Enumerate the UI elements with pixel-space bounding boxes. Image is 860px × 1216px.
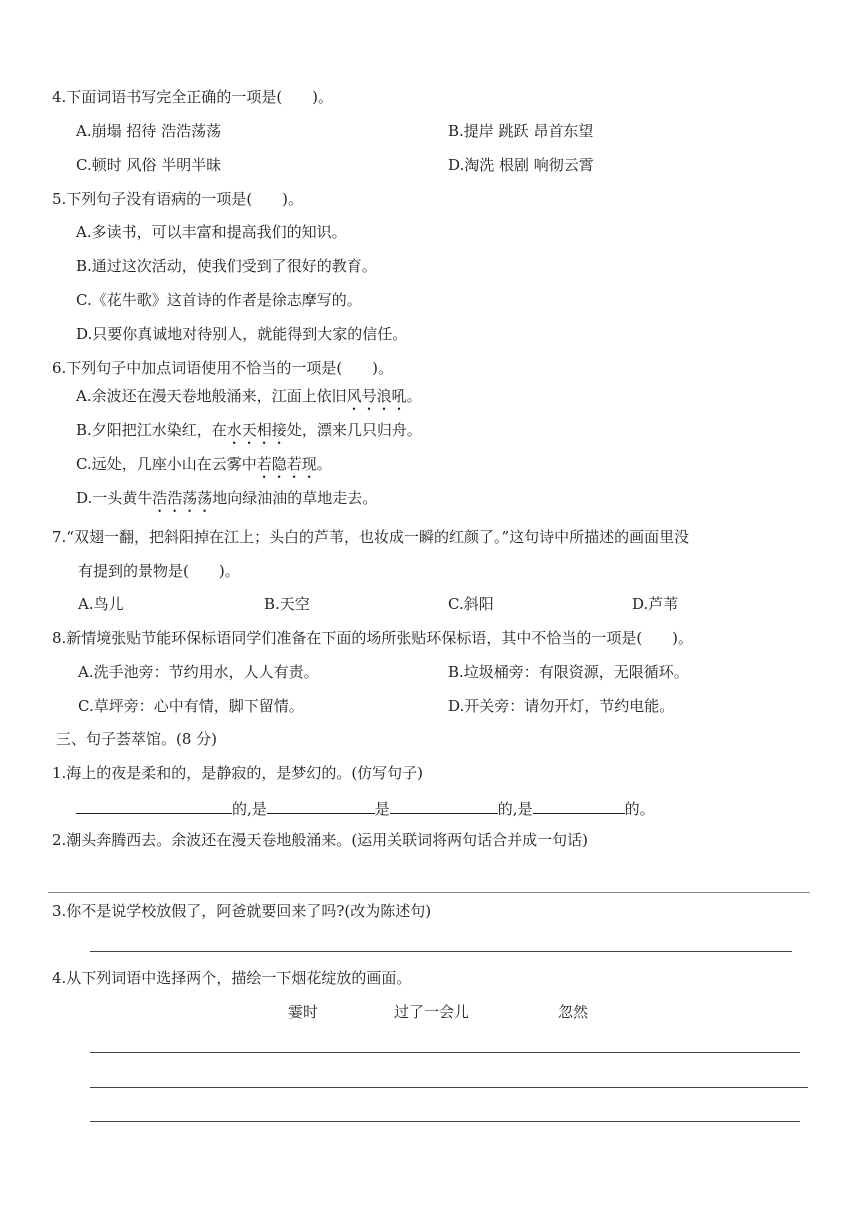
s3-q2-stem: 2.潮头奔腾西去。余波还在漫天卷地般涌来。(运用关联词将两句话合并成一句话)	[52, 831, 589, 849]
word-option-1: 霎时	[288, 1003, 319, 1021]
answer-line-q3[interactable]	[90, 951, 792, 952]
q8-option-a: A.洗手池旁：节约用水，人人有责。	[78, 663, 319, 681]
s3-q3-stem: 3.你不是说学校放假了，阿爸就要回来了吗?(改为陈述句)	[52, 902, 432, 920]
q6-a-dotted-word: 风号浪吼	[346, 387, 407, 405]
answer-line-q2[interactable]	[48, 892, 810, 893]
q6-d-dotted-word: 浩浩荡荡	[152, 489, 213, 507]
q5-option-d: D.只要你真诚地对待别人，就能得到大家的信任。	[76, 325, 408, 343]
q6-a-text: A.余波还在漫天卷地般涌来，江面上依旧	[76, 387, 347, 405]
q8-option-c: C.草坪旁：心中有情，脚下留情。	[78, 697, 304, 715]
q7-option-b: B.天空	[264, 595, 310, 613]
fill-blank-4[interactable]	[533, 797, 625, 814]
q5-stem: 5.下列句子没有语病的一项是( )。	[52, 190, 304, 208]
q4-option-a: A.崩塌 招待 浩浩荡荡	[76, 122, 222, 140]
fill-text-3: 的,是	[497, 800, 533, 818]
q4-option-b: B.提岸 跳跃 昂首东望	[448, 122, 594, 140]
q5-option-a: A.多读书，可以丰富和提高我们的知识。	[76, 223, 347, 241]
q6-option-d	[76, 488, 377, 516]
q6-b-text: B.夕阳把江水染红，在	[76, 421, 227, 439]
word-option-2: 过了一会儿	[394, 1003, 470, 1021]
q6-a-text-end: 。	[406, 387, 422, 405]
q5-option-c: C.《花牛歌》这首诗的作者是徐志摩写的。	[76, 291, 362, 309]
q6-option-b	[76, 420, 422, 448]
q7-option-d: D.芦苇	[632, 595, 679, 613]
q8-option-b: B.垃圾桶旁：有限资源，无限循环。	[448, 663, 689, 681]
q4-option-d: D.淘洗 根剧 响彻云霄	[448, 156, 594, 174]
q6-c-text-end: 。	[316, 455, 332, 473]
q4-stem: 4.下面词语书写完全正确的一项是( )。	[52, 88, 334, 106]
q4-option-c: C.顿时 风俗 半明半昧	[76, 156, 222, 174]
q6-d-text-end: 地向绿油油的草地走去。	[212, 489, 378, 507]
q5-option-b: B.通过这次活动，使我们受到了很好的教育。	[76, 257, 377, 275]
answer-line-q4-3[interactable]	[90, 1121, 800, 1122]
q6-d-text: D.一头黄牛	[76, 489, 153, 507]
q6-option-a	[76, 386, 422, 414]
answer-line-q4-1[interactable]	[90, 1052, 800, 1053]
fill-blank-3[interactable]	[390, 797, 498, 814]
fill-blank-2[interactable]	[267, 797, 375, 814]
fill-blank-1[interactable]	[76, 797, 232, 814]
word-option-3: 忽然	[558, 1003, 589, 1021]
s3-q4-stem: 4.从下列词语中选择两个，描绘一下烟花绽放的画面。	[52, 969, 412, 987]
section3-title: 三、句子荟萃馆。(8 分)	[56, 730, 218, 748]
q6-b-text-end: 处，漂来几只归舟。	[286, 421, 422, 439]
q6-stem: 6.下列句子中加点词语使用不恰当的一项是( )。	[52, 359, 394, 377]
q7-option-a: A.鸟儿	[78, 595, 124, 613]
q6-c-dotted-word: 若隐若现	[256, 455, 317, 473]
q8-stem: 8.新情境张贴节能环保标语同学们准备在下面的场所张贴环保标语，其中不恰当的一项是( )。	[52, 629, 694, 647]
fill-text-1: 的,是	[232, 800, 267, 818]
q8-option-d: D.开关旁：请勿开灯，节约电能。	[448, 697, 675, 715]
answer-line-q4-2[interactable]	[90, 1087, 808, 1088]
q6-c-text: C.远处，几座小山在云雾中	[76, 455, 257, 473]
q7-stem-line2: 有提到的景物是( )。	[78, 562, 240, 580]
q6-b-dotted-word: 水天相接	[226, 421, 287, 439]
fill-text-2: 是	[374, 800, 390, 818]
q7-option-c: C.斜阳	[448, 595, 494, 613]
s3-q1-fill-line	[76, 797, 655, 819]
q6-option-c	[76, 454, 332, 482]
s3-q1-stem: 1.海上的夜是柔和的，是静寂的，是梦幻的。(仿写句子)	[52, 764, 424, 782]
fill-text-4: 的。	[624, 800, 655, 818]
q7-stem-line1: 7.“双翅一翻，把斜阳掉在江上；头白的芦苇，也妆成一瞬的红颜了。”这句诗中所描述的画面里没	[52, 528, 690, 546]
